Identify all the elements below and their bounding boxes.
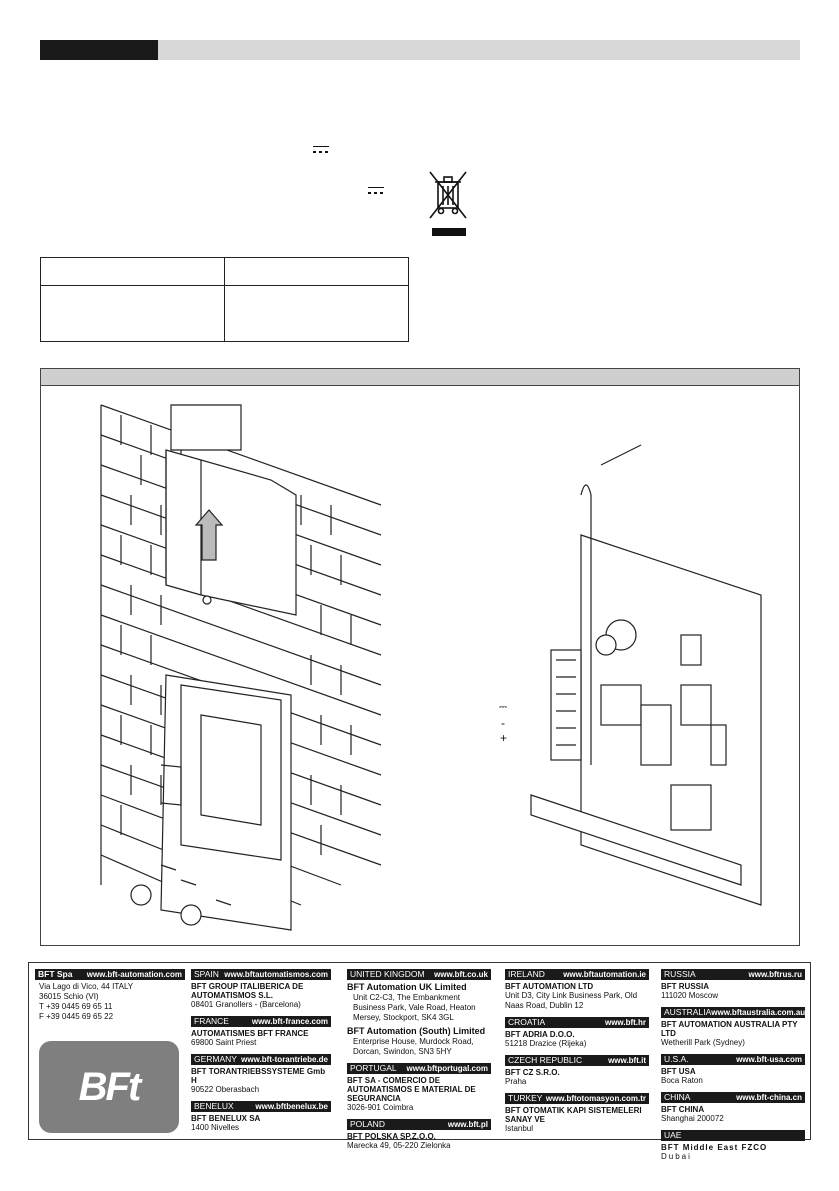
- hq-fax: F +39 0445 69 65 22: [39, 1012, 114, 1021]
- company-address: 08401 Granollers - (Barcelona): [191, 1000, 301, 1009]
- contacts-column-4: [505, 969, 649, 1140]
- company-address: Enterprise House, Murdock Road, Dorcan, Swindon, SN3 5HY: [353, 1037, 474, 1056]
- country-url[interactable]: www.bftautomatismos.com: [224, 970, 328, 979]
- company-name: BFT AUTOMATION AUSTRALIA PTY LTD: [661, 1020, 798, 1038]
- company-name: BFT Automation (South) Limited: [347, 1026, 486, 1036]
- company-name: BFT RUSSIA: [661, 982, 709, 991]
- country-name: TURKEY: [508, 1093, 543, 1103]
- country-name: GERMANY: [194, 1054, 237, 1064]
- country-name: POLAND: [350, 1119, 385, 1129]
- country-name: CZECH REPUBLIC: [508, 1055, 583, 1065]
- company-name: BFT Middle East FZCO: [661, 1143, 768, 1152]
- country-name: BENELUX: [194, 1101, 234, 1111]
- country-url[interactable]: www.bft.hr: [604, 1018, 646, 1027]
- company-name: BFT CHINA: [661, 1105, 705, 1114]
- company-name: BFT ADRIA D.O.O.: [505, 1030, 575, 1039]
- contacts-column-5: [661, 969, 805, 1168]
- country-name: PORTUGAL: [350, 1063, 397, 1073]
- country-url[interactable]: www.bft-torantriebe.de: [241, 1055, 328, 1064]
- country-url[interactable]: www.bftportugal.com: [406, 1064, 488, 1073]
- country-name: CROATIA: [508, 1017, 546, 1027]
- section-header-tab: [40, 40, 158, 60]
- company-address: Praha: [505, 1077, 527, 1086]
- company-name: BFT GROUP ITALIBERICA DE AUTOMATISMOS S.L.: [191, 982, 304, 1000]
- minus-terminal-label: -: [501, 716, 505, 730]
- company-address: Unit D3, City Link Business Park, Old Naas Road, Dublin 12: [505, 991, 638, 1010]
- country-name: FRANCE: [194, 1016, 229, 1026]
- company-name: BFT AUTOMATION LTD: [505, 982, 594, 991]
- figure-title-bar: [41, 369, 799, 386]
- dc-terminal-label: ⎓: [499, 702, 507, 713]
- dc-symbol-icon: [313, 146, 329, 153]
- company-address: Wetherill Park (Sydney): [661, 1038, 745, 1047]
- hq-column: [35, 969, 185, 1022]
- country-url[interactable]: www.bft.co.uk: [434, 970, 488, 979]
- hq-phone: T +39 0445 69 65 11: [39, 1002, 113, 1011]
- company-address: Shanghai 200072: [661, 1114, 724, 1123]
- company-address: 1400 Nivelles: [191, 1123, 240, 1132]
- country-name: RUSSIA: [664, 969, 696, 979]
- company-address: Unit C2-C3, The Embankment Business Park, Vale Road, Heaton Mersey, Stockport, SK4 3GL: [353, 993, 476, 1022]
- company-address: Marecka 49, 05-220 Zielonka: [347, 1141, 451, 1150]
- company-address: Istanbul: [505, 1124, 534, 1133]
- country-url[interactable]: www.bft-china.cn: [736, 1093, 802, 1102]
- company-name: BFT POLSKA SP.Z.O.O.: [347, 1132, 436, 1141]
- company-name: BFT TORANTRIEBSSYSTEME Gmb H: [191, 1067, 326, 1085]
- country-name: CHINA: [664, 1092, 691, 1102]
- country-name: U.S.A.: [664, 1054, 689, 1064]
- country-url[interactable]: www.bftaustralia.com.au: [711, 1008, 806, 1017]
- bft-logo-text: BFt: [78, 1064, 140, 1109]
- company-name: AUTOMATISMES BFT FRANCE: [191, 1029, 309, 1038]
- hq-name: BFT Spa: [38, 969, 73, 979]
- company-address: 111020 Moscow: [661, 991, 719, 1000]
- country-url[interactable]: www.bft.pl: [447, 1120, 488, 1129]
- company-name: BFT CZ S.R.O.: [505, 1068, 560, 1077]
- country-url[interactable]: www.bft.it: [608, 1056, 646, 1065]
- plus-terminal-label: +: [500, 731, 508, 745]
- installation-figure: [40, 368, 800, 946]
- company-address: 51218 Drazice (Rijeka): [505, 1039, 587, 1048]
- section-header-bar: [158, 40, 800, 60]
- country-name: IRELAND: [508, 969, 545, 979]
- country-url[interactable]: www.bftotomasyon.com.tr: [545, 1094, 646, 1103]
- country-url[interactable]: www.bft-france.com: [251, 1017, 328, 1026]
- specification-table: [40, 257, 409, 342]
- company-name: BFT SA - COMERCIO DE AUTOMATISMOS E MATERIAL DE SEGURANCIA: [347, 1076, 476, 1103]
- company-name: BFT BENELUX SA: [191, 1114, 261, 1123]
- hq-address-line: Via Lago di Vico, 44 ITALY: [39, 982, 134, 991]
- weee-crossed-bin-icon: [426, 168, 472, 240]
- hq-address-line: 36015 Schio (VI): [39, 992, 99, 1001]
- country-name: UNITED KINGDOM: [350, 969, 425, 979]
- dc-symbol-icon: [368, 187, 384, 194]
- country-url[interactable]: www.bft-usa.com: [736, 1055, 802, 1064]
- company-name: BFT USA: [661, 1067, 696, 1076]
- installation-drawing: [41, 385, 799, 945]
- country-name: UAE: [664, 1130, 682, 1140]
- company-address: Boca Raton: [661, 1076, 703, 1085]
- contacts-column-3: [347, 969, 491, 1157]
- company-address: 69800 Saint Priest: [191, 1038, 257, 1047]
- country-url[interactable]: www.bftbenelux.be: [255, 1102, 328, 1111]
- contacts-column-2: [191, 969, 331, 1139]
- bft-logo: [39, 1041, 179, 1133]
- company-name: BFT Automation UK Limited: [347, 982, 467, 992]
- country-name: AUSTRALIA: [664, 1007, 712, 1017]
- company-name: BFT OTOMATIK KAPI SISTEMELERI SANAY VE: [505, 1106, 642, 1124]
- company-address: Dubai: [661, 1152, 692, 1161]
- footer-contacts: [28, 962, 811, 1161]
- company-address: 90522 Oberasbach: [191, 1085, 260, 1094]
- country-url[interactable]: www.bftrus.ru: [748, 970, 802, 979]
- hq-url[interactable]: www.bft-automation.com: [86, 970, 182, 979]
- company-address: 3026-901 Coimbra: [347, 1103, 414, 1112]
- country-name: SPAIN: [194, 969, 219, 979]
- country-url[interactable]: www.bftautomation.ie: [563, 970, 646, 979]
